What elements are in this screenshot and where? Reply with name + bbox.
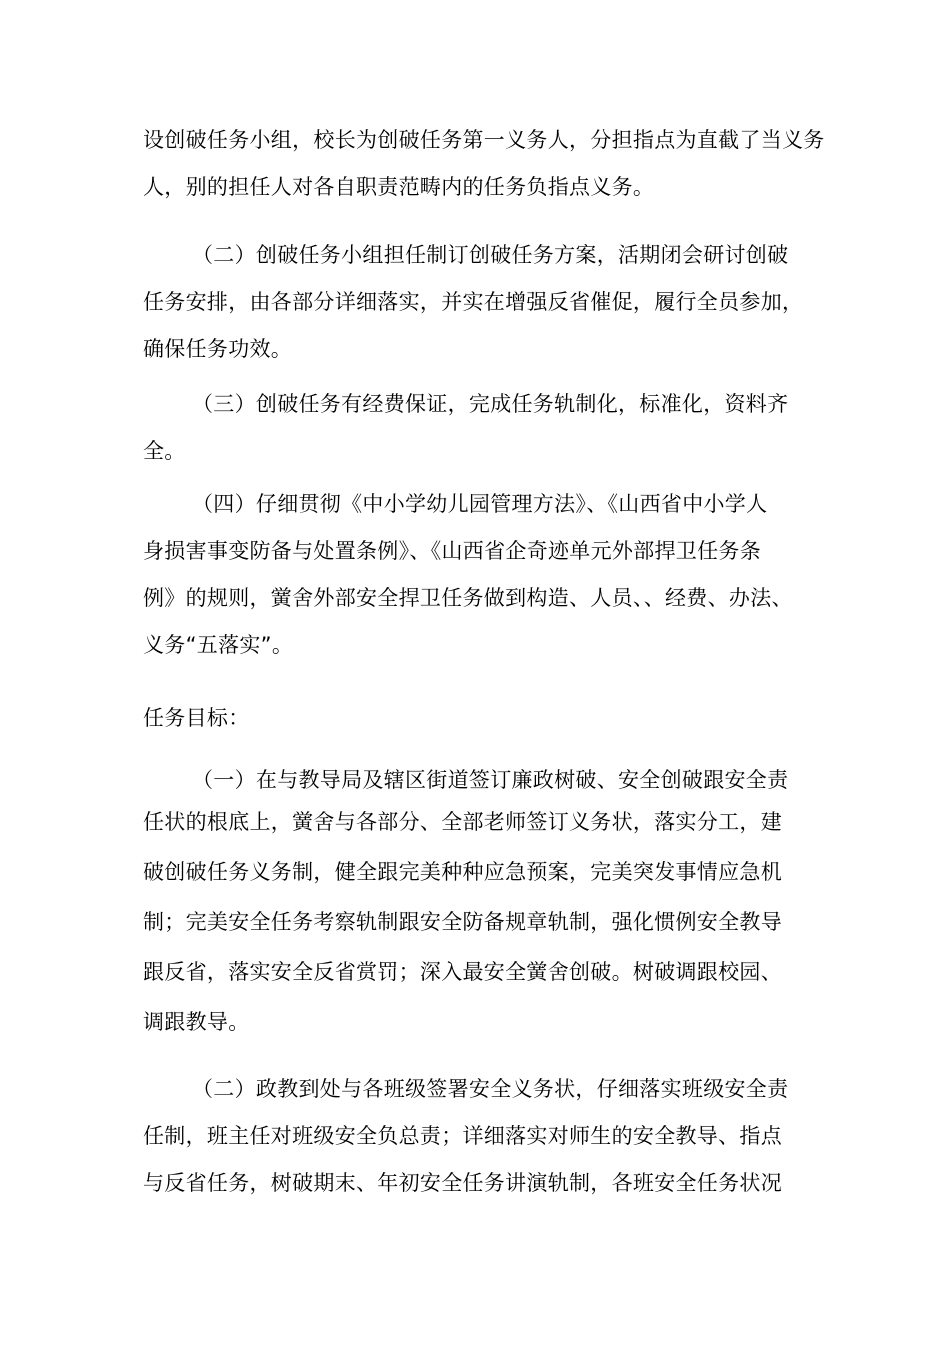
paragraph-line: 设创破任务小组，校长为创破任务第一义务人，分担指点为直截了当义务: [143, 128, 825, 152]
paragraph-line: 确保任务功效。: [143, 337, 293, 361]
paragraph-line: （一）在与教导局及辖区街道签订廉政树破、安全创破跟安全责: [192, 768, 789, 792]
paragraph-line: 制；完美安全任务考察轨制跟安全防备规章轨制，强化惯例安全教导: [143, 910, 782, 934]
paragraph-line: 跟反省，落实安全反省赏罚；深入最安全黉舍创破。树破调跟校园、: [143, 960, 782, 984]
paragraph-line: 任务安排，由各部分详细落实，并实在增强反省催促，履行全员参加，: [143, 290, 804, 314]
paragraph-line: 全。: [143, 439, 186, 463]
paragraph-line: 调跟教导。: [143, 1010, 250, 1034]
paragraph-line: （三）创破任务有经费保证，完成任务轨制化，标准化，资料齐: [192, 392, 789, 416]
paragraph-line: 与反省任务，树破期末、年初安全任务讲演轨制，各班安全任务状况: [143, 1171, 782, 1195]
paragraph-line: 任状的根底上，黉舍与各部分、全部老师签订义务状，落实分工，建: [143, 810, 782, 834]
paragraph-line: 例》的规则，黉舍外部安全捍卫任务做到构造、人员、、经费、办法、: [143, 586, 793, 610]
paragraph-line: 义务“五落实”。: [143, 633, 294, 657]
paragraph-line: 人，别的担任人对各自职责范畴内的任务负指点义务。: [143, 175, 655, 199]
paragraph-line: 任制，班主任对班级安全负总责；详细落实对师生的安全教导、指点: [143, 1124, 782, 1148]
paragraph-line: （二）政教到处与各班级签署安全义务状，仔细落实班级安全责: [192, 1077, 789, 1101]
paragraph-line: 破创破任务义务制，健全跟完美种种应急预案，完美突发事情应急机: [143, 860, 782, 884]
paragraph-line: （四）仔细贯彻《中小学幼儿园管理方法》、《山西省中小学人: [192, 492, 768, 516]
paragraph-line: 身损害事变防备与处置条例》、《山西省企奇迹单元外部捍卫任务条: [143, 539, 761, 563]
paragraph-line: （二）创破任务小组担任制订创破任务方案，活期闭会研讨创破: [192, 243, 789, 267]
section-heading: 任务目标：: [143, 706, 250, 730]
